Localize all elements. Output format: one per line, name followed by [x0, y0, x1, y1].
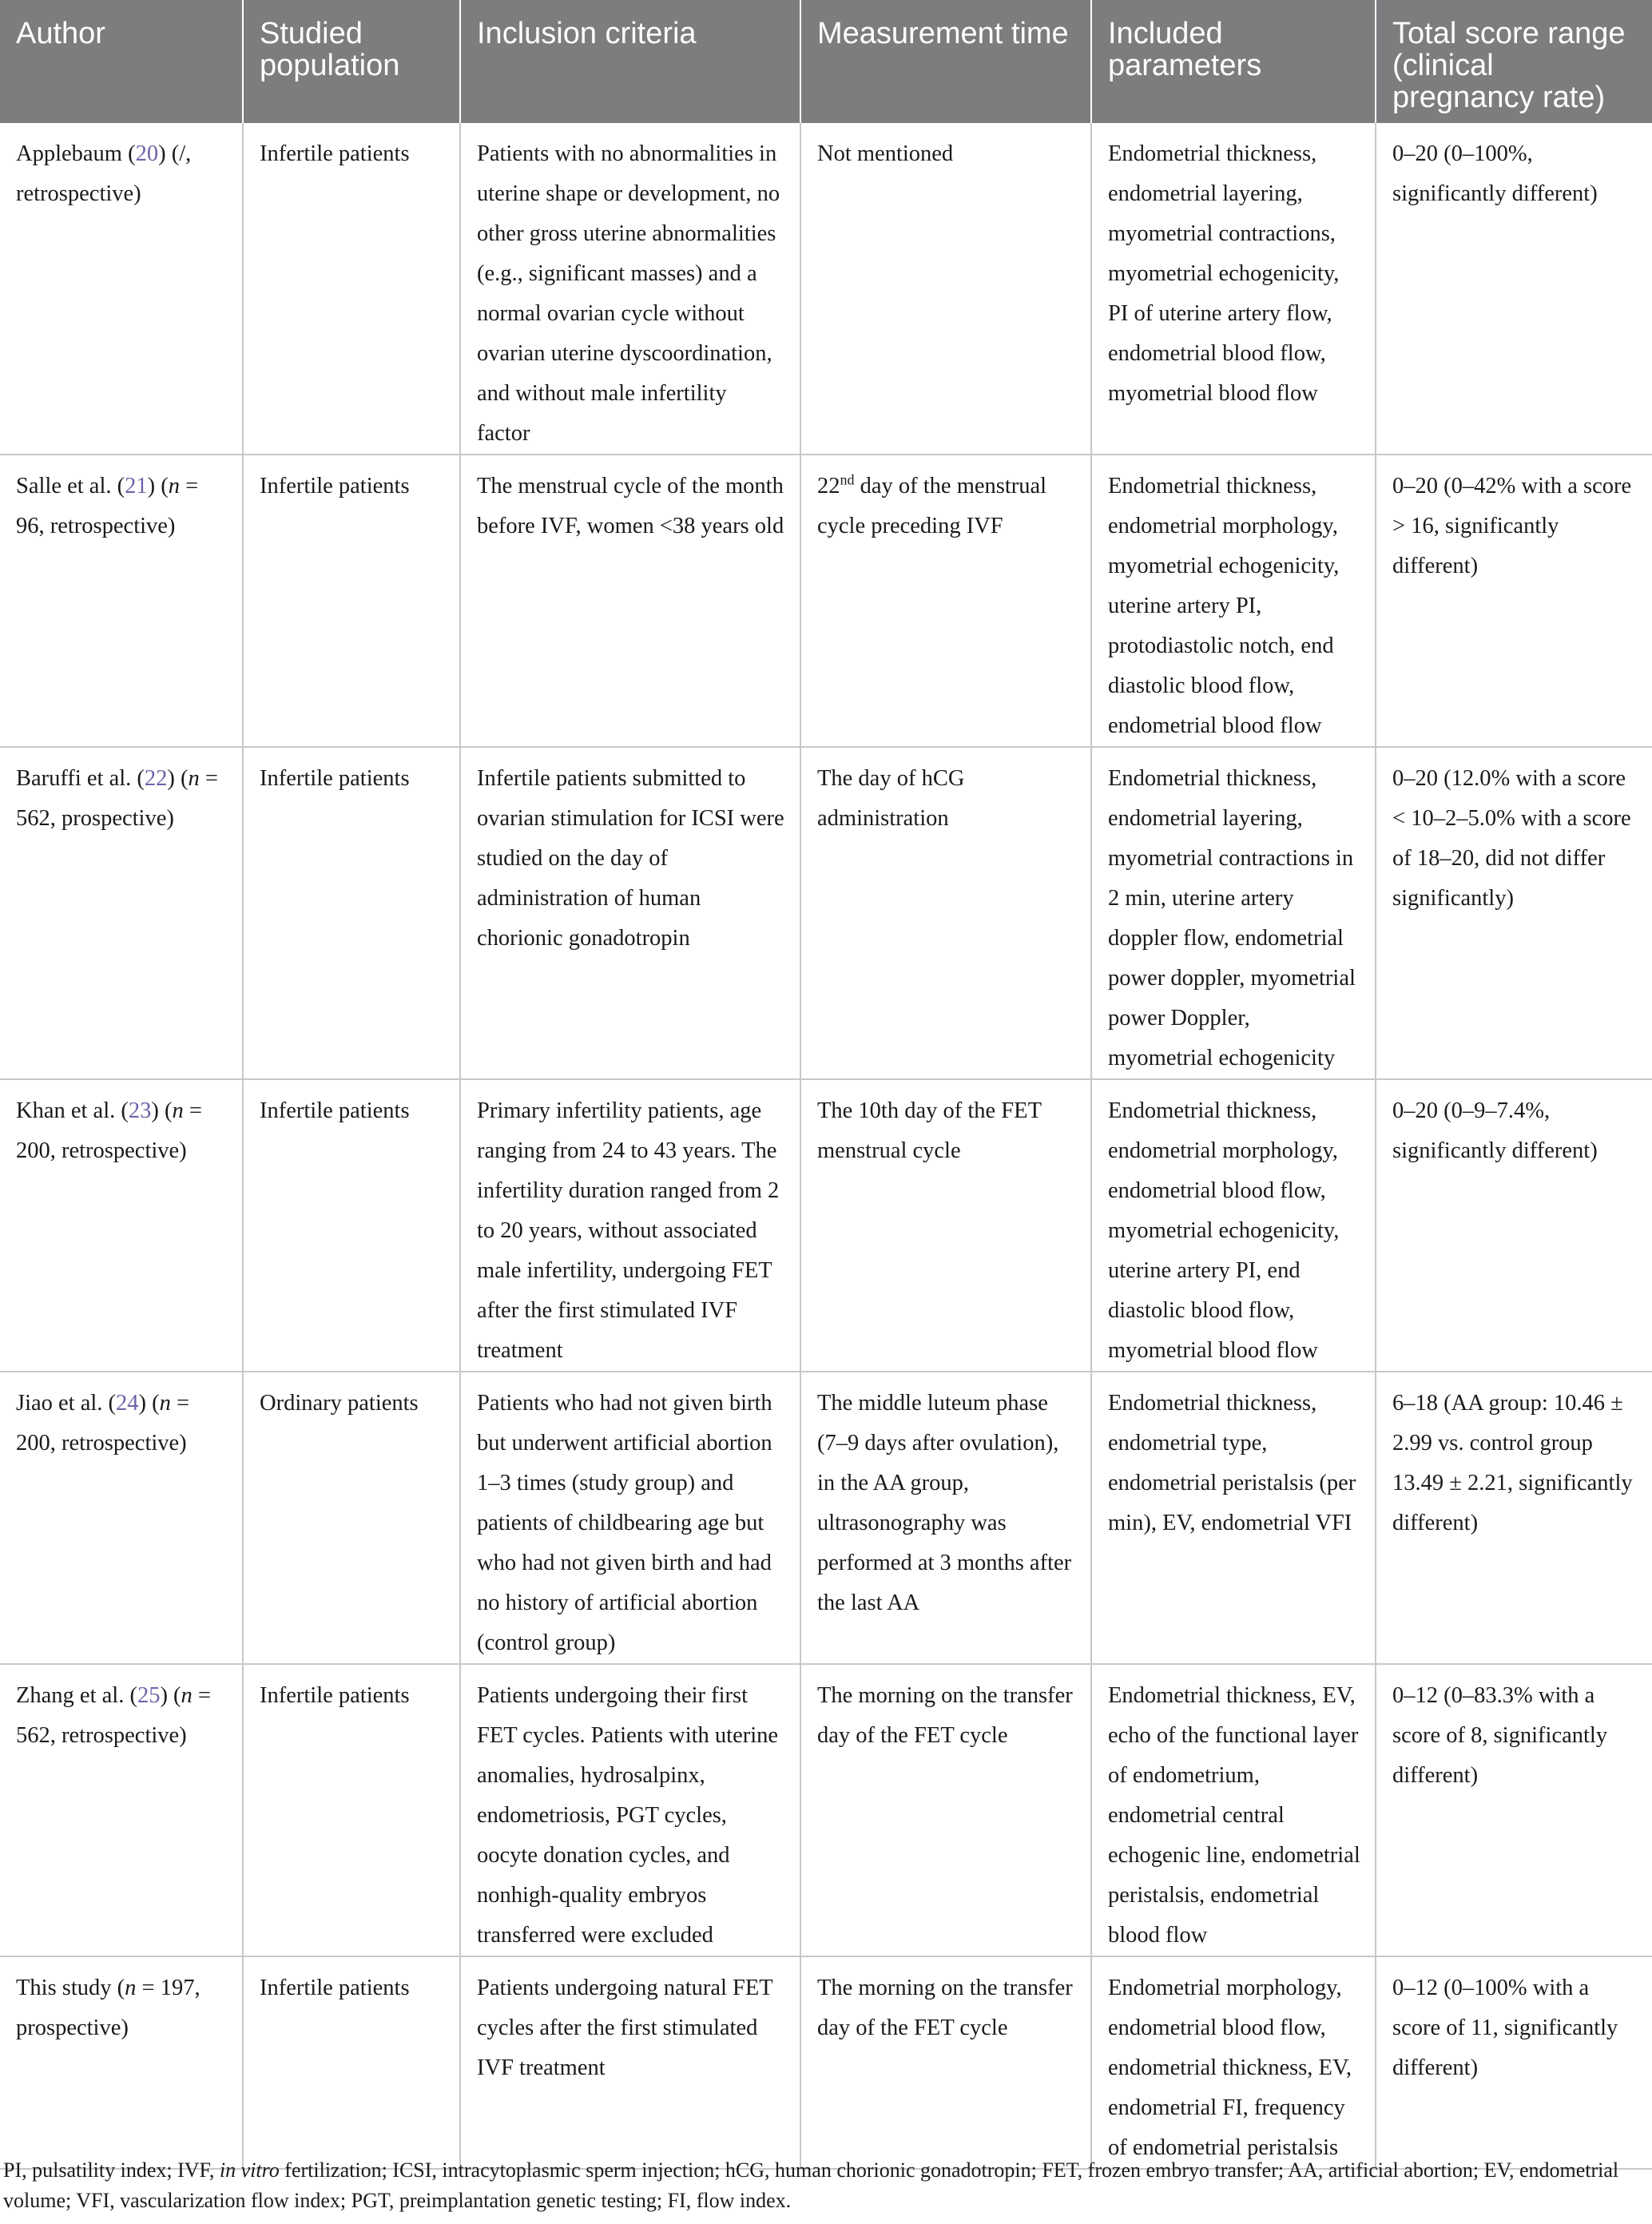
cell-criteria: Patients with no abnormalities in uterine shape or development, no other gross uterine abnormalities (e.g., significant masses) and a normal ovarian cycle without ovarian uterine dyscoordination, and without male infertility factor [460, 123, 800, 455]
cell-parameters: Endometrial thickness, endometrial morphology, endometrial blood flow, myometrial echogenicity, uterine artery PI, end diastolic blood flow, myometrial blood flow [1091, 1079, 1376, 1372]
time-superscript: nd [840, 471, 855, 488]
author-text: Khan et al. ( [16, 1098, 129, 1123]
cell-score-range: 0–20 (0–9–7.4%, significantly different) [1376, 1079, 1652, 1372]
cell-criteria: The menstrual cycle of the month before IVF, women <38 years old [460, 455, 800, 747]
author-ref-link[interactable]: 23 [128, 1098, 152, 1123]
cell-criteria: Infertile patients submitted to ovarian stimulation for ICSI were studied on the day of administration of human chorionic gonadotropin [460, 747, 800, 1079]
cell-score-range: 0–20 (0–100%, significantly different) [1376, 123, 1652, 455]
cell-measurement-time [800, 123, 1091, 455]
cell-parameters: Endometrial thickness, endometrial layering, myometrial contractions, myometrial echogenicity, PI of uterine artery flow, endometrial blood flow, myometrial blood flow [1091, 123, 1376, 455]
cell-author [0, 747, 243, 1079]
footnote-part-2: fertilization; ICSI, intracytoplasmic sperm injection; hCG, human chorionic gonadotropin; FET, frozen embryo transfer; AA, artificial abortion; EV, endometrial volume; VFI, vascularization flow index; PGT, preimplantation genetic testing; FI, flow index. [3, 2158, 1619, 2212]
cell-population: Infertile patients [243, 123, 460, 455]
time-text: The middle luteum phase (7–9 days after ovulation), in the AA group, ultrasonography was performed at 3 months after the last AA [817, 1391, 1072, 1615]
cell-score-range: 0–12 (0–100% with a score of 11, significantly different) [1376, 1956, 1652, 2169]
footnote-part-1: PI, pulsatility index; IVF, [3, 2158, 220, 2182]
cell-author [0, 1664, 243, 1956]
author-ref-link[interactable]: 25 [137, 1683, 161, 1708]
footnote-italic: in vitro [219, 2158, 280, 2182]
author-text: Baruffi et al. ( [16, 766, 145, 791]
author-details: ) (/, retrospective) [16, 141, 192, 206]
table-row [0, 455, 1652, 747]
cell-criteria: Primary infertility patients, age ranging from 24 to 43 years. The infertility duration ranged from 2 to 20 years, without associated male infertility, undergoing FET after the first stimulated IVF treatment [460, 1079, 800, 1372]
author-text: Jiao et al. ( [16, 1391, 117, 1416]
cell-population: Infertile patients [243, 1956, 460, 2169]
cell-criteria: Patients undergoing their first FET cycles. Patients with uterine anomalies, hydrosalpinx, endometriosis, PGT cycles, oocyte donation cycles, and nonhigh-quality embryos transferred were excluded [460, 1664, 800, 1956]
time-text: 22 [817, 474, 840, 498]
table-row [0, 747, 1652, 1079]
table-row [0, 1372, 1652, 1664]
table-row [0, 1079, 1652, 1372]
cell-author [0, 1079, 243, 1372]
author-text: Applebaum ( [16, 141, 136, 166]
cell-score-range: 0–20 (0–42% with a score > 16, significantly different) [1376, 455, 1652, 747]
cell-measurement-time [800, 1664, 1091, 1956]
cell-population: Infertile patients [243, 1079, 460, 1372]
header-criteria: Inclusion criteria [460, 0, 800, 123]
header-row [0, 0, 1652, 123]
author-ref-link[interactable]: 24 [116, 1391, 139, 1416]
cell-score-range: 0–12 (0–83.3% with a score of 8, significantly different) [1376, 1664, 1652, 1956]
author-text: Salle et al. ( [16, 474, 125, 498]
time-text: The day of hCG administration [817, 766, 965, 831]
cell-measurement-time [800, 1372, 1091, 1664]
time-text: The 10th day of the FET menstrual cycle [817, 1098, 1042, 1163]
cell-author [0, 123, 243, 455]
cell-measurement-time [800, 747, 1091, 1079]
cell-population: Infertile patients [243, 747, 460, 1079]
author-details: ) (n = 200, retrospective) [16, 1098, 202, 1163]
cell-parameters: Endometrial morphology, endometrial blood flow, endometrial thickness, EV, endometrial FI, frequency of endometrial peristalsis [1091, 1956, 1376, 2169]
header-score-range: Total score range (clinical pregnancy rate) [1376, 0, 1652, 123]
header-measurement-time: Measurement time [800, 0, 1091, 123]
table-footnote [0, 2155, 1652, 2216]
cell-measurement-time [800, 1079, 1091, 1372]
cell-score-range: 0–20 (12.0% with a score < 10–2–5.0% with a score of 18–20, did not differ significantly) [1376, 747, 1652, 1079]
cell-score-range: 6–18 (AA group: 10.46 ± 2.99 vs. control group 13.49 ± 2.21, significantly different) [1376, 1372, 1652, 1664]
cell-criteria: Patients who had not given birth but underwent artificial abortion 1–3 times (study group) and patients of childbearing age but who had not given birth and had no history of artificial abortion (control group) [460, 1372, 800, 1664]
cell-population: Ordinary patients [243, 1372, 460, 1664]
author-text: Zhang et al. ( [16, 1683, 137, 1708]
author-details: ) (n = 96, retrospective) [16, 474, 199, 538]
author-details: ) (n = 200, retrospective) [16, 1391, 190, 1456]
author-details: ) (n = 562, retrospective) [16, 1683, 211, 1748]
time-text-rest: day of the menstrual cycle preceding IVF [817, 474, 1047, 538]
time-text: The morning on the transfer day of the FET cycle [817, 1976, 1073, 2040]
cell-measurement-time [800, 1956, 1091, 2169]
cell-author [0, 1956, 243, 2169]
cell-parameters: Endometrial thickness, EV, echo of the functional layer of endometrium, endometrial central echogenic line, endometrial peristalsis, endometrial blood flow [1091, 1664, 1376, 1956]
header-author: Author [0, 0, 243, 123]
cell-parameters: Endometrial thickness, endometrial type, endometrial peristalsis (per min), EV, endometrial VFI [1091, 1372, 1376, 1664]
time-text: The morning on the transfer day of the FET cycle [817, 1683, 1073, 1748]
cell-parameters: Endometrial thickness, endometrial layering, myometrial contractions in 2 min, uterine artery doppler flow, endometrial power doppler, myometrial power Doppler, myometrial echogenicity [1091, 747, 1376, 1079]
cell-author [0, 455, 243, 747]
time-text: Not mentioned [817, 141, 954, 166]
author-ref-link[interactable]: 21 [125, 474, 148, 498]
cell-author [0, 1372, 243, 1664]
author-details: ) (n = 562, prospective) [16, 766, 218, 831]
header-parameters: Included parameters [1091, 0, 1376, 123]
table-row [0, 1956, 1652, 2169]
header-population: Studied population [243, 0, 460, 123]
table-row [0, 1664, 1652, 1956]
author-ref-link[interactable]: 22 [144, 766, 168, 791]
cell-population: Infertile patients [243, 455, 460, 747]
cell-criteria: Patients undergoing natural FET cycles after the first stimulated IVF treatment [460, 1956, 800, 2169]
table-row [0, 123, 1652, 455]
cell-population: Infertile patients [243, 1664, 460, 1956]
cell-measurement-time [800, 455, 1091, 747]
author-text: This study (n = 197, prospective) [16, 1976, 201, 2040]
author-ref-link[interactable]: 20 [135, 141, 159, 166]
cell-parameters: Endometrial thickness, endometrial morphology, myometrial echogenicity, uterine artery PI, protodiastolic notch, end diastolic blood flow, endometrial blood flow [1091, 455, 1376, 747]
